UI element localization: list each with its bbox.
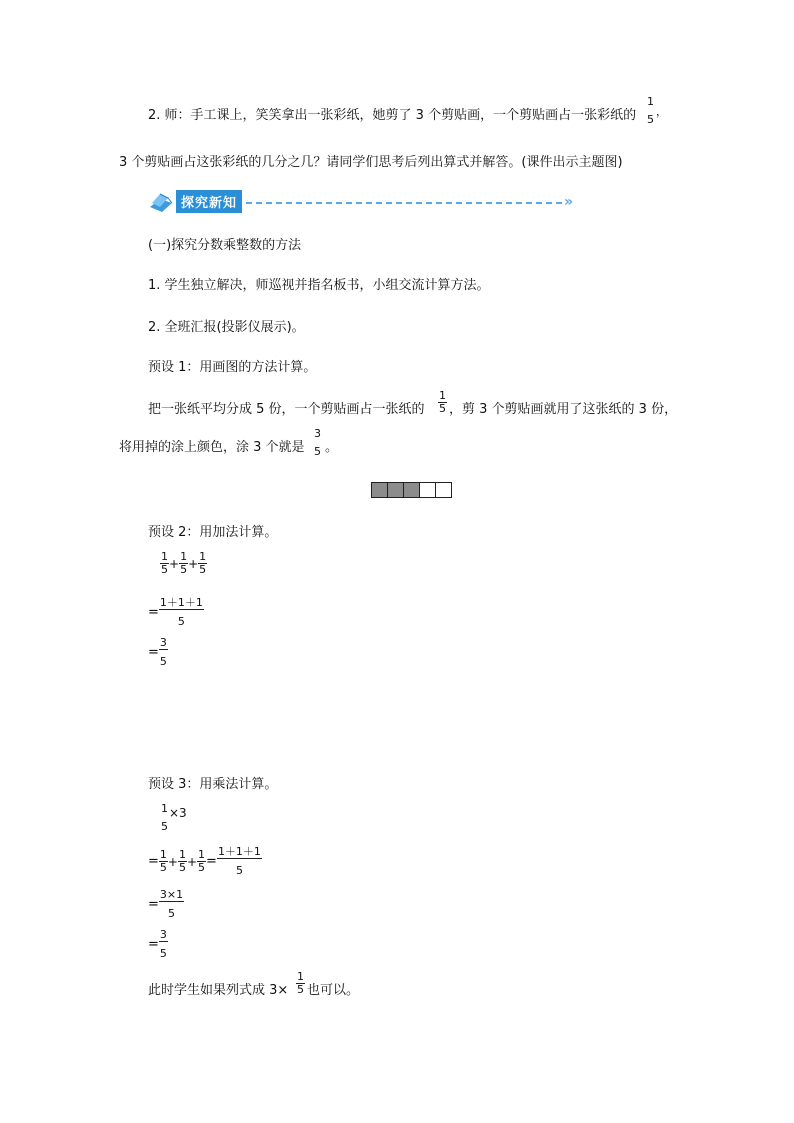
intro-fraction xyxy=(646,96,655,126)
note-text-a: 此时学生如果列式成 3× xyxy=(148,983,289,998)
plus-sign: + xyxy=(167,854,178,869)
multiplication-step-2 xyxy=(148,846,262,877)
multiplication-step-3 xyxy=(148,889,184,920)
intro-line1-end: ， xyxy=(656,105,667,118)
fraction-numerator: 1 xyxy=(178,848,186,861)
plus-sign: + xyxy=(169,556,180,571)
fraction-numerator: 1 xyxy=(647,95,654,108)
preset-1-text-b: ，剪 3 个剪贴画就用了这张纸的 3 份， xyxy=(449,402,678,417)
fraction-numerator: 1 xyxy=(198,848,206,861)
fraction-denominator: 5 xyxy=(314,445,321,458)
fraction-numerator: 1 xyxy=(180,550,188,563)
equals-sign: = xyxy=(148,645,159,660)
banner-dashed-line xyxy=(246,202,562,204)
fraction-numerator: 3×1 xyxy=(159,888,184,901)
fraction-denominator: 5 xyxy=(159,655,167,668)
strip-cell-filled xyxy=(371,482,388,498)
intro-line1: 2. 师：手工课上，笑笑拿出一张彩纸，她剪了 3 个剪贴画，一个剪贴画占一张彩纸的 xyxy=(148,108,637,123)
fraction-bar xyxy=(159,941,168,942)
multiplication-result xyxy=(148,929,168,960)
fraction-numerator: 1 xyxy=(439,389,446,402)
fraction-one-fifth xyxy=(160,803,169,833)
preset-1-fraction-2 xyxy=(313,428,322,458)
times-three: ×3 xyxy=(169,806,187,820)
preset-1-title: 预设 1：用画图的方法计算。 xyxy=(148,360,317,375)
fraction-numerator: 1 xyxy=(199,550,207,563)
fraction-numerator: 3 xyxy=(159,636,167,649)
fraction-denominator: 5 xyxy=(199,563,207,576)
fraction-one-fifth xyxy=(198,551,207,576)
fraction-sum xyxy=(159,597,204,628)
strip-cell-empty xyxy=(435,482,452,498)
fraction-numerator: 1 xyxy=(297,970,304,983)
fraction-one-fifth xyxy=(178,849,187,874)
intro-line2: 3 个剪贴画占这张彩纸的几分之几？请同学们思考后列出算式并解答。(课件出示主题图) xyxy=(119,155,623,170)
addition-result xyxy=(148,637,168,668)
fraction-bar xyxy=(159,901,184,902)
preset-2-title: 预设 2：用加法计算。 xyxy=(148,525,278,540)
fraction-numerator: 1 xyxy=(161,802,168,815)
book-icon xyxy=(148,191,174,213)
addition-row xyxy=(160,551,207,576)
fraction-one-fifth xyxy=(160,551,169,576)
fraction-product xyxy=(159,889,184,920)
step-2: 2. 全班汇报(投影仪展示)。 xyxy=(148,320,305,335)
fraction-denominator: 5 xyxy=(297,983,304,996)
fraction-denominator: 5 xyxy=(161,563,168,576)
equals-sign: = xyxy=(148,937,159,952)
fraction-numerator: 3 xyxy=(159,928,167,941)
fraction-numerator: 1 xyxy=(159,848,167,861)
preset-1-text-c: 将用掉的涂上颜色，涂 3 个就是 xyxy=(119,440,305,455)
fraction-denominator: 5 xyxy=(168,907,176,920)
fraction-denominator: 5 xyxy=(177,615,185,628)
strip-cell-empty xyxy=(419,482,436,498)
fraction-bar xyxy=(217,858,262,859)
fraction-denominator: 5 xyxy=(180,563,188,576)
fraction-numerator: 1 xyxy=(161,550,168,563)
fraction-denominator: 5 xyxy=(439,402,446,415)
preset-1-text-d: 。 xyxy=(325,440,339,455)
fraction-bar xyxy=(159,649,168,650)
fraction-three-fifths xyxy=(159,637,168,668)
strip-cell-filled xyxy=(403,482,420,498)
fraction-three-fifths xyxy=(159,929,168,960)
fraction-denominator: 5 xyxy=(647,113,654,126)
fraction-denominator: 5 xyxy=(198,861,206,874)
preset-1-text-a: 把一张纸平均分成 5 份，一个剪贴画占一张纸的 xyxy=(148,402,425,417)
equals-sign: = xyxy=(148,854,159,869)
fraction-numerator: 3 xyxy=(314,427,321,440)
double-chevron-icon: » xyxy=(564,193,574,210)
fraction-denominator: 5 xyxy=(159,947,167,960)
equals-sign: = xyxy=(148,605,159,620)
plus-sign: + xyxy=(188,556,199,571)
fraction-bar xyxy=(159,609,204,610)
fraction-denominator: 5 xyxy=(178,861,186,874)
equals-sign: = xyxy=(148,897,159,912)
fraction-numerator: 1＋1＋1 xyxy=(217,845,261,858)
plus-sign: + xyxy=(186,854,198,869)
fraction-denominator: 5 xyxy=(235,864,243,877)
equals-sign: = xyxy=(206,854,217,869)
section-banner xyxy=(148,190,573,213)
fraction-one-fifth xyxy=(179,551,188,576)
banner-title: 探究新知 xyxy=(176,190,242,213)
fraction-sum xyxy=(217,846,262,877)
addition-step-2 xyxy=(148,597,204,628)
multiplication-row xyxy=(160,803,187,833)
fraction-one-fifth xyxy=(197,849,206,874)
fraction-one-fifth xyxy=(159,849,168,874)
section-heading: (一)探究分数乘整数的方法 xyxy=(148,238,302,253)
fraction-denominator: 5 xyxy=(159,861,167,874)
step-1: 1. 学生独立解决，师巡视并指名板书，小组交流计算方法。 xyxy=(148,278,490,293)
preset-3-title: 预设 3：用乘法计算。 xyxy=(148,777,278,792)
preset-1-fraction-1 xyxy=(438,390,447,415)
note-text-b: 也可以。 xyxy=(307,983,360,998)
note-fraction xyxy=(296,971,305,996)
fraction-strip-diagram xyxy=(372,482,452,498)
fraction-denominator: 5 xyxy=(161,820,168,833)
fraction-numerator: 1＋1＋1 xyxy=(159,596,203,609)
strip-cell-filled xyxy=(387,482,404,498)
